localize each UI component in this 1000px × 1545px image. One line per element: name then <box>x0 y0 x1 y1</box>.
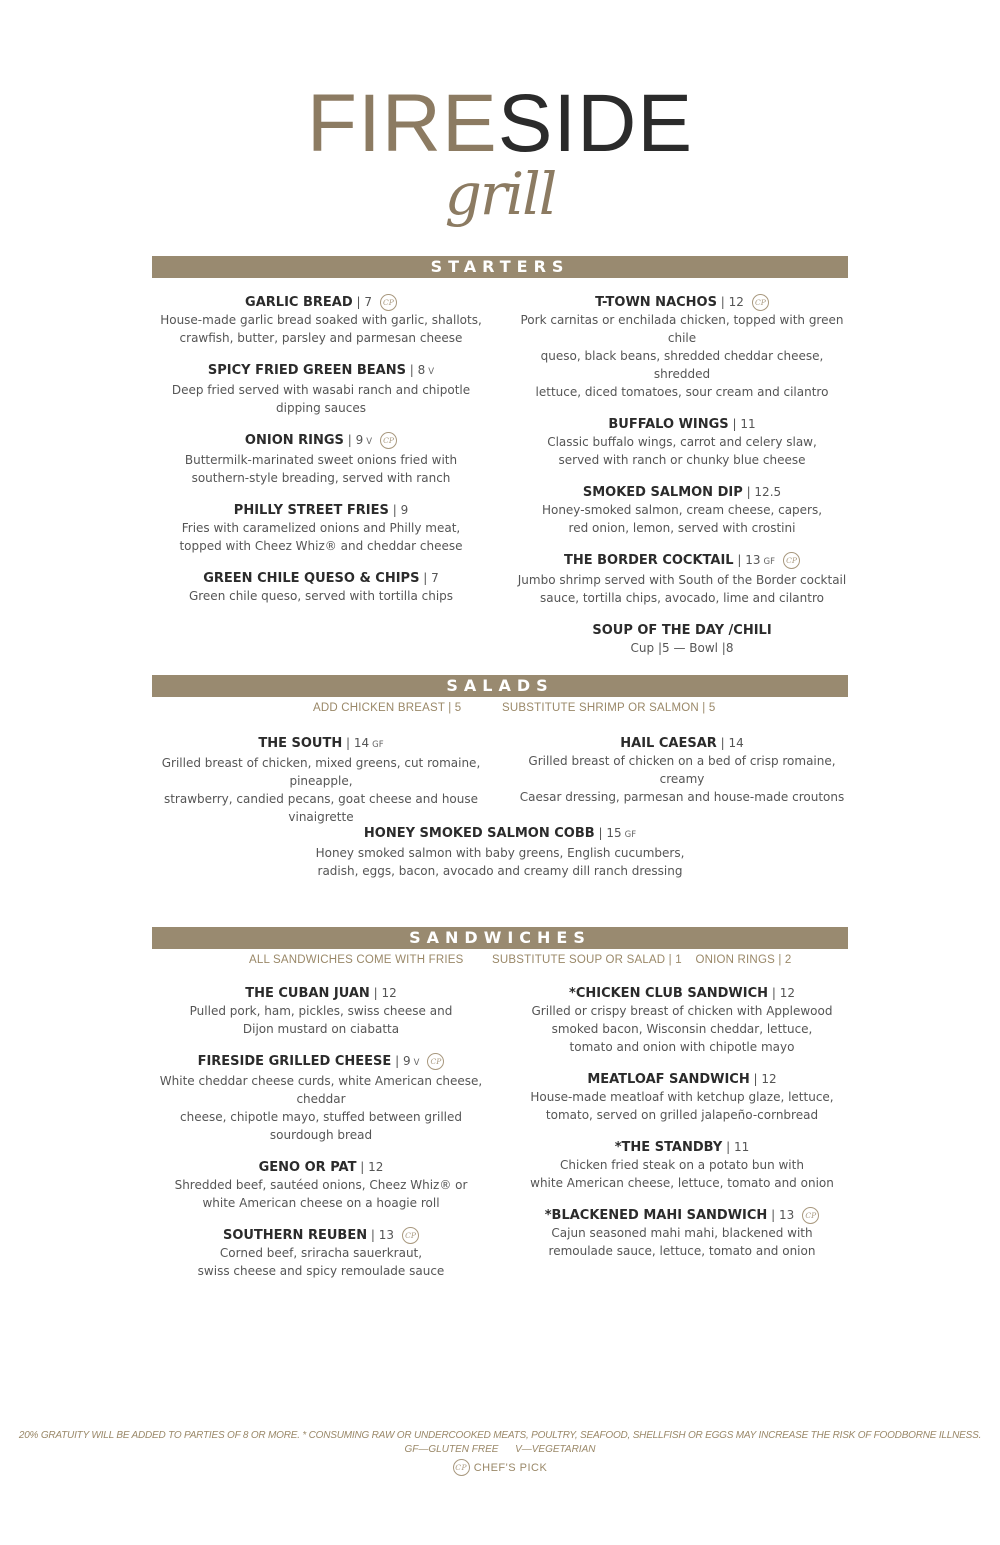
sandwiches-note-substitute: SUBSTITUTE SOUP OR SALAD | 1 ONION RINGS | 2 <box>492 954 792 966</box>
footer-legend: GF—GLUTEN FREE V—VEGETARIAN <box>404 1444 596 1455</box>
menu-item-name: HAIL CAESAR <box>620 736 717 751</box>
chef-pick-icon: CP <box>380 294 397 311</box>
menu-item-price: 12.5 <box>754 485 782 499</box>
starters-header: STARTERS <box>152 256 848 278</box>
price-separator: | <box>419 571 432 585</box>
menu-item <box>150 432 492 487</box>
sandwiches-left-column <box>150 985 492 1295</box>
price-separator: | <box>343 433 356 447</box>
logo-fire: FIRE <box>306 78 498 169</box>
menu-item-name: THE BORDER COCKTAIL <box>563 553 734 568</box>
price-separator: | <box>716 736 729 750</box>
menu-item-heading <box>150 502 492 519</box>
menu-item <box>150 362 492 417</box>
menu-item-description: Deep fried served with wasabi ranch and chipotle dipping sauces <box>171 383 471 415</box>
menu-item-description: Honey smoked salmon with baby greens, English cucumbers, radish, eggs, bacon, avocado and creamy dill ranch dressing <box>315 846 685 878</box>
menu-item-heading <box>512 985 852 1002</box>
menu-item <box>512 985 852 1056</box>
menu-item-price: 15 <box>606 826 622 840</box>
menu-item <box>150 1159 492 1212</box>
menu-item-name: SMOKED SALMON DIP <box>582 485 743 500</box>
menu-item-description: Pulled pork, ham, pickles, swiss cheese and Dijon mustard on ciabatta <box>189 1004 453 1036</box>
price-separator: | <box>716 295 729 309</box>
salads-note-add-chicken: ADD CHICKEN BREAST | 5 <box>313 702 462 714</box>
menu-item-description: Corned beef, sriracha sauerkraut, swiss cheese and spicy remoulade sauce <box>197 1246 445 1278</box>
price-separator: | <box>356 1160 369 1174</box>
menu-item-description: Honey-smoked salmon, cream cheese, capers, red onion, lemon, served with crostini <box>541 503 823 535</box>
menu-item-name: THE SOUTH <box>258 736 343 751</box>
menu-item-name: *BLACKENED MAHI SANDWICH <box>544 1208 768 1223</box>
menu-item <box>512 484 852 537</box>
menu-item-name: MEATLOAF SANDWICH <box>587 1072 750 1087</box>
menu-item <box>512 416 852 469</box>
menu-item-description: Shredded beef, sautéed onions, Cheez Whiz® or white American cheese on a hoagie roll <box>174 1178 468 1210</box>
salads-note-substitute: SUBSTITUTE SHRIMP OR SALMON | 5 <box>502 702 716 714</box>
menu-item-price: 12 <box>728 295 744 309</box>
menu-item-description: Classic buffalo wings, carrot and celery slaw, served with ranch or chunky blue cheese <box>547 435 817 467</box>
menu-item-name: SOUTHERN REUBEN <box>222 1228 368 1243</box>
logo-side: SIDE <box>497 78 694 169</box>
price-separator: | <box>728 417 741 431</box>
menu-item-price: 14 <box>728 736 744 750</box>
menu-item-name: THE CUBAN JUAN <box>245 986 370 1001</box>
chef-pick-icon: CP <box>453 1459 470 1476</box>
menu-item-heading <box>300 825 700 844</box>
footer-chef-pick <box>0 1459 1000 1476</box>
menu-item-description: Chicken fried steak on a potato bun with white American cheese, lettuce, tomato and onion <box>530 1158 834 1190</box>
logo-wordmark <box>0 78 1000 170</box>
starters-right-column <box>512 294 852 672</box>
menu-item <box>512 1207 852 1260</box>
menu-item-description: Pork carnitas or enchilada chicken, topped with green chile queso, black beans, shredded cheddar cheese, shredded lettuce, diced tomatoes, sour cream and cilantro <box>520 313 844 399</box>
menu-item-description: Grilled breast of chicken on a bed of crisp romaine, creamy Caesar dressing, parmesan and house-made croutons <box>519 754 845 804</box>
menu-item-heading <box>512 622 852 639</box>
chef-pick-icon: CP <box>802 1207 819 1224</box>
footer-disclaimer: 20% GRATUITY WILL BE ADDED TO PARTIES OF 8 OR MORE. * CONSUMING RAW OR UNDERCOOKED MEATS, POULTRY, SEAFOOD, SHELLFISH OR EGGS MAY INCREASE THE RISK OF FOODBORNE ILLNESS. <box>18 1430 982 1441</box>
chef-pick-icon: CP <box>783 552 800 569</box>
menu-item-price: 11 <box>733 1140 750 1154</box>
menu-item <box>150 1053 492 1144</box>
menu-item <box>150 570 492 605</box>
price-separator: | <box>369 986 382 1000</box>
dietary-tag: V <box>366 437 373 447</box>
menu-item-name: GENO OR PAT <box>258 1160 357 1175</box>
menu-item <box>512 1139 852 1192</box>
dietary-tag: GF <box>624 830 637 840</box>
menu-item-price: 12 <box>761 1072 777 1086</box>
price-separator: | <box>733 553 746 567</box>
menu-item-price: 7 <box>431 571 439 585</box>
dietary-tag: V <box>428 367 435 377</box>
sandwiches-note-fries: ALL SANDWICHES COME WITH FRIES <box>249 954 464 966</box>
menu-item-description: House-made meatloaf with ketchup glaze, lettuce, tomato, served on grilled jalapeño-cornbread <box>530 1090 834 1122</box>
salads-center-column <box>300 825 700 895</box>
menu-item-heading <box>150 1227 492 1244</box>
menu-item-heading <box>150 1053 492 1072</box>
menu-item <box>150 735 492 826</box>
menu-item-heading <box>512 416 852 433</box>
menu-item-price: 13 <box>378 1228 395 1242</box>
menu-item-heading <box>150 294 492 311</box>
sandwiches-header: SANDWICHES <box>152 927 848 949</box>
menu-item-price: 8 <box>417 363 426 377</box>
menu-item-name: GARLIC BREAD <box>245 295 353 310</box>
menu-item <box>512 735 852 806</box>
menu-item-description: Grilled or crispy breast of chicken with Applewood smoked bacon, Wisconsin cheddar, lettuce, tomato and onion with chipotle mayo <box>531 1004 833 1054</box>
menu-item <box>512 1071 852 1124</box>
menu-item-name: BUFFALO WINGS <box>608 417 729 432</box>
price-separator: | <box>405 363 418 377</box>
dietary-tag: GF <box>372 740 384 750</box>
price-separator: | <box>768 986 780 1000</box>
menu-item <box>150 294 492 347</box>
menu-item-price: 13 <box>745 553 761 567</box>
menu-item-price: 9 <box>400 503 409 517</box>
menu-item-price: 14 <box>353 736 370 750</box>
salads-right-column <box>512 735 852 821</box>
price-separator: | <box>722 1140 734 1154</box>
menu-item-price: 12 <box>368 1160 384 1174</box>
menu-item-heading <box>150 570 492 587</box>
menu-item <box>150 502 492 555</box>
menu-item-heading <box>150 432 492 451</box>
menu-item-heading <box>512 484 852 501</box>
menu-item-price: 7 <box>364 295 372 309</box>
menu-item-heading <box>512 552 852 571</box>
menu-item-heading <box>512 1207 852 1224</box>
menu-item-description: Cup |5 — Bowl |8 <box>630 641 734 655</box>
menu-item-description: Fries with caramelized onions and Philly meat, topped with Cheez Whiz® and cheddar cheese <box>179 521 463 553</box>
menu-item-heading <box>512 1139 852 1156</box>
menu-item-description: Cajun seasoned mahi mahi, blackened with remoulade sauce, lettuce, tomato and onion <box>548 1226 816 1258</box>
menu-item <box>512 622 852 657</box>
chef-pick-label: CHEF'S PICK <box>473 1462 548 1474</box>
menu-item-heading <box>150 362 492 381</box>
dietary-tag: V <box>413 1058 420 1068</box>
menu-item <box>150 1227 492 1280</box>
logo <box>0 78 1000 228</box>
chef-pick-icon: CP <box>380 432 397 449</box>
menu-item-name: T-TOWN NACHOS <box>595 295 717 310</box>
chef-pick-icon: CP <box>402 1227 419 1244</box>
menu-item-name: SPICY FRIED GREEN BEANS <box>207 363 406 378</box>
footer <box>0 1430 1000 1476</box>
chef-pick-icon: CP <box>427 1053 444 1070</box>
menu-item-price: 9 <box>355 433 364 447</box>
logo-script: grill <box>444 160 556 228</box>
price-separator: | <box>342 736 354 750</box>
menu-item <box>300 825 700 880</box>
price-separator: | <box>388 503 401 517</box>
price-separator: | <box>594 826 607 840</box>
menu-item-heading <box>512 735 852 752</box>
price-separator: | <box>352 295 365 309</box>
menu-item-name: GREEN CHILE QUESO & CHIPS <box>203 571 420 586</box>
menu-item-description: Buttermilk-marinated sweet onions fried with southern-style breading, served with ranch <box>184 453 458 485</box>
menu-item-description: Jumbo shrimp served with South of the Border cocktail sauce, tortilla chips, avocado, lime and cilantro <box>517 573 847 605</box>
menu-item <box>150 985 492 1038</box>
menu-item-heading <box>512 294 852 311</box>
menu-item-price: 12 <box>779 986 795 1000</box>
chef-pick-icon: CP <box>752 294 769 311</box>
price-separator: | <box>367 1228 379 1242</box>
menu-item-description: Green chile queso, served with tortilla chips <box>188 589 454 603</box>
menu-item-price: 9 <box>402 1054 411 1068</box>
menu-item-name: HONEY SMOKED SALMON COBB <box>363 826 595 841</box>
menu-item-heading <box>150 1159 492 1176</box>
dietary-tag: GF <box>763 557 775 567</box>
menu-item-description: Grilled breast of chicken, mixed greens, cut romaine, pineapple, strawberry, candied pecans, goat cheese and house vinaigrette <box>161 756 481 824</box>
menu-item-price: 12 <box>381 986 397 1000</box>
salads-header: SALADS <box>152 675 848 697</box>
price-separator: | <box>749 1072 762 1086</box>
menu-item <box>512 552 852 607</box>
menu-item-heading <box>150 985 492 1002</box>
starters-left-column <box>150 294 492 620</box>
menu-item-name: FIRESIDE GRILLED CHEESE <box>197 1054 392 1069</box>
sandwiches-right-column <box>512 985 852 1275</box>
menu-item-name: *THE STANDBY <box>614 1140 723 1155</box>
menu-item-name: SOUP OF THE DAY /CHILI <box>592 623 772 638</box>
menu-item <box>512 294 852 401</box>
menu-item-description: House-made garlic bread soaked with garlic, shallots, crawfish, butter, parsley and parmesan cheese <box>160 313 482 345</box>
menu-item-heading <box>150 735 492 754</box>
menu-item-price: 13 <box>778 1208 795 1222</box>
price-separator: | <box>742 485 755 499</box>
menu-item-heading <box>512 1071 852 1088</box>
menu-item-name: *CHICKEN CLUB SANDWICH <box>569 986 769 1001</box>
menu-item-price: 11 <box>740 417 756 431</box>
price-separator: | <box>767 1208 779 1222</box>
price-separator: | <box>391 1054 403 1068</box>
menu-item-name: PHILLY STREET FRIES <box>233 503 389 518</box>
menu-item-description: White cheddar cheese curds, white American cheese, cheddar cheese, chipotle mayo, stuffed between grilled sourdough bread <box>159 1074 483 1142</box>
menu-item-name: ONION RINGS <box>244 433 344 448</box>
